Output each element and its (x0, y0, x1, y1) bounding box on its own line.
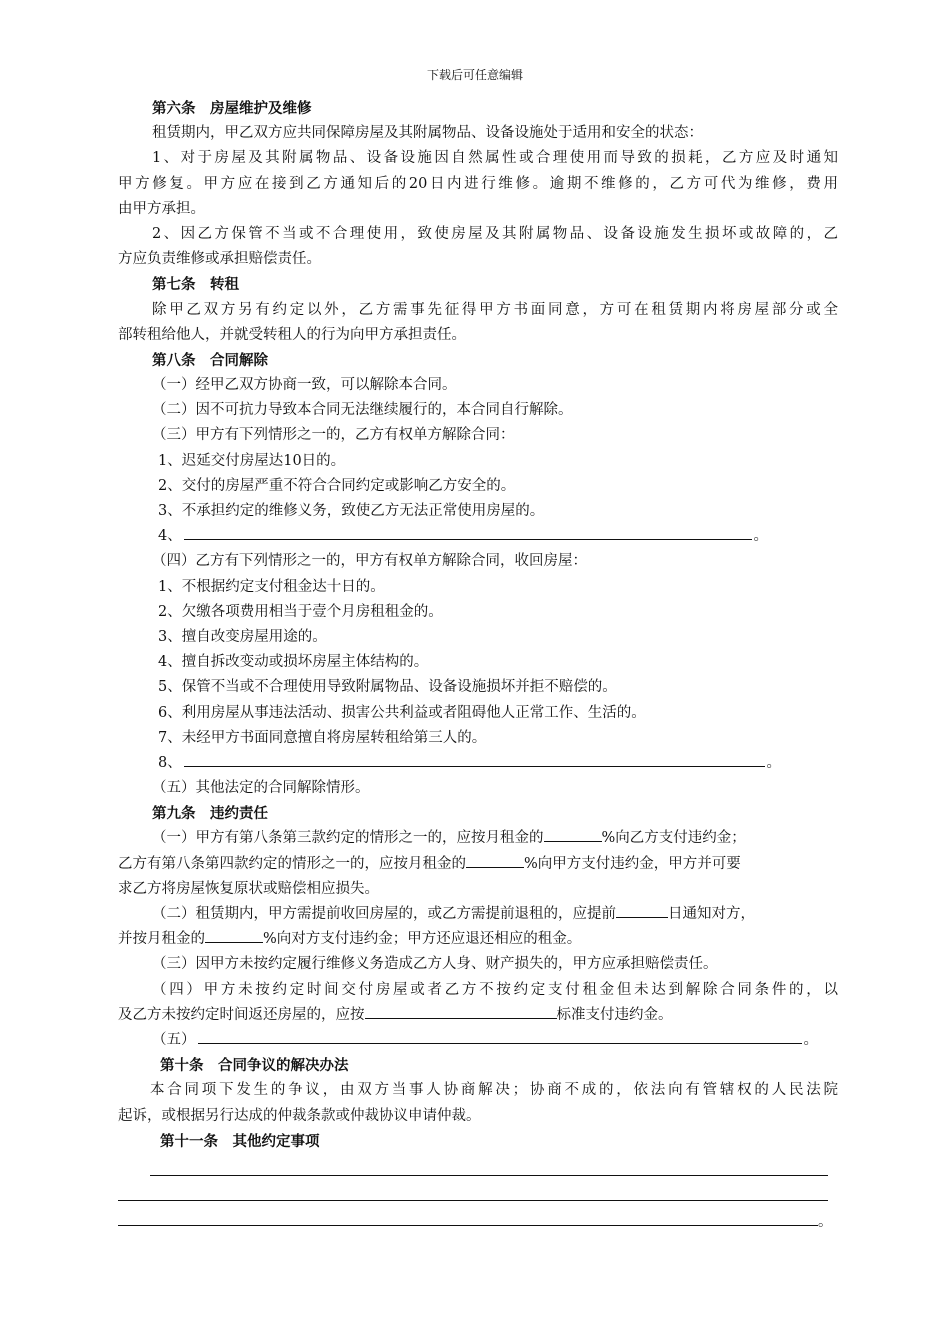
fill-blank-days[interactable] (616, 902, 668, 918)
clause (118, 927, 838, 952)
list-item: 2、欠缴各项费用相当于壹个月房租租金的。 (158, 603, 443, 620)
fill-blank-line[interactable] (184, 751, 765, 767)
list-item: 7、未经甲方书面同意擅自将房屋转租给第三人的。 (158, 729, 487, 746)
list-item: 5、保管不当或不合理使用导致附属物品、设备设施损坏并拒不赔偿的。 (158, 679, 617, 696)
fill-blank-line[interactable] (118, 1185, 828, 1201)
blank-line-row (118, 1185, 838, 1210)
clause (118, 826, 838, 851)
fill-blank-percent[interactable] (205, 927, 263, 943)
fill-blank-line[interactable] (118, 1210, 818, 1226)
page-header: 下载后可任意编辑 (426, 68, 523, 82)
clause-text: （二）租赁期内，甲方需提前收回房屋的，或乙方需提前退租的，应提前 (152, 906, 616, 922)
paragraph: 起诉，或根据另行达成的仲裁条款或仲裁协议申请仲裁。 (118, 1107, 481, 1124)
list-item: 1、不根据约定支付租金达十日的。 (158, 578, 385, 595)
paragraph: 2、因乙方保管不当或不合理使用，致使房屋及其附属物品、设备设施发生损坏或故障的，乙 (152, 225, 838, 242)
list-item: 2、交付的房屋严重不符合合同约定或影响乙方安全的。 (158, 477, 516, 494)
blank-line-row (118, 1210, 838, 1235)
paragraph: 甲方修复。甲方应在接到乙方通知后的20日内进行维修。逾期不维修的，乙方可代为维修，费用 (118, 175, 838, 192)
article-7-title: 第七条 转租 (152, 276, 239, 294)
clause: （三）因甲方未按约定履行维修义务造成乙方人身、财产损失的，甲方应承担赔偿责任。 (152, 956, 718, 973)
clause-text: 乙方有第八条第四款约定的情形之一的，应按月租金的 (118, 855, 466, 872)
clause-text: %向对方支付违约金；甲方还应退还相应的租金。 (263, 931, 582, 948)
item-number: 8、 (158, 754, 182, 771)
clause: （一）经甲乙双方协商一致，可以解除本合同。 (152, 377, 457, 394)
clause (118, 902, 838, 927)
paragraph: 由甲方承担。 (118, 200, 205, 217)
paragraph: 除甲乙双方另有约定以外，乙方需事先征得甲方书面同意，方可在租赁期内将房屋部分或全 (152, 301, 838, 318)
blank-line-row (118, 1160, 838, 1185)
clause-text: 并按月租金的 (118, 931, 205, 948)
end-mark: 。 (753, 528, 768, 545)
paragraph: 1、对于房屋及其附属物品、设备设施因自然属性或合理使用而导致的损耗，乙方应及时通知 (152, 150, 838, 167)
clause: （五）其他法定的合同解除情形。 (152, 780, 370, 797)
paragraph: 方应负责维修或承担赔偿责任。 (118, 251, 321, 268)
fill-blank-standard[interactable] (365, 1003, 557, 1019)
clause-text: %向乙方支付违约金； (601, 830, 746, 847)
clause: （二）因不可抗力导致本合同无法继续履行的，本合同自行解除。 (152, 402, 573, 419)
list-item: 1、迟延交付房屋达10日的。 (158, 452, 346, 469)
paragraph: 租赁期内，甲乙双方应共同保障房屋及其附属物品、设备设施处于适用和安全的状态： (152, 125, 703, 142)
fill-blank-line[interactable] (184, 524, 752, 540)
clause-blank (118, 1028, 818, 1053)
fill-blank-percent[interactable] (466, 852, 524, 868)
clause-number: （五） (152, 1031, 196, 1048)
clause-text: （一）甲方有第八条第三款约定的情形之一的，应按月租金的 (152, 830, 544, 847)
article-6-title: 第六条 房屋维护及维修 (152, 100, 312, 117)
article-9-title: 第九条 违约责任 (152, 805, 268, 823)
clause: （三）甲方有下列情形之一的，乙方有权单方解除合同： (152, 427, 515, 444)
fill-blank-line[interactable] (198, 1028, 802, 1044)
contract-body (118, 96, 838, 1235)
list-item: 3、擅自改变房屋用途的。 (158, 628, 327, 645)
list-item-blank (118, 751, 781, 776)
list-item: 4、擅自拆改变动或损坏房屋主体结构的。 (158, 654, 429, 671)
clause-text: 标准支付违约金。 (556, 1006, 673, 1023)
article-11-title: 第十一条 其他约定事项 (160, 1132, 320, 1150)
clause: 求乙方将房屋恢复原状或赔偿相应损失。 (118, 880, 379, 897)
clause (118, 1003, 838, 1028)
list-item-blank (118, 524, 768, 549)
fill-blank-percent[interactable] (544, 826, 602, 842)
article-10-title: 第十条 合同争议的解决办法 (160, 1057, 349, 1075)
clause: （四）乙方有下列情形之一的，甲方有权单方解除合同，收回房屋： (152, 553, 587, 570)
article-8-title: 第八条 合同解除 (152, 351, 268, 369)
end-mark: 。 (818, 1214, 833, 1231)
end-mark: 。 (766, 754, 781, 771)
list-item: 3、不承担约定的维修义务，致使乙方无法正常使用房屋的。 (158, 503, 545, 519)
clause-text: %向甲方支付违约金，甲方并可要 (524, 855, 741, 872)
clause: （四）甲方未按约定时间交付房屋或者乙方不按约定支付租金但未达到解除合同条件的，以 (152, 981, 838, 998)
list-item: 6、利用房屋从事违法活动、损害公共利益或者阻碍他人正常工作、生活的。 (158, 704, 646, 721)
clause-text: 日通知对方， (668, 906, 755, 922)
paragraph: 本合同项下发生的争议，由双方当事人协商解决；协商不成的，依法向有管辖权的人民法院 (150, 1082, 838, 1099)
clause-text: 及乙方未按约定时间返还房屋的，应按 (118, 1006, 365, 1023)
end-mark: 。 (803, 1031, 818, 1048)
fill-blank-line[interactable] (150, 1160, 828, 1176)
clause (118, 852, 838, 877)
paragraph: 部转租给他人，并就受转租人的行为向甲方承担责任。 (118, 326, 466, 343)
item-number: 4、 (158, 528, 182, 545)
